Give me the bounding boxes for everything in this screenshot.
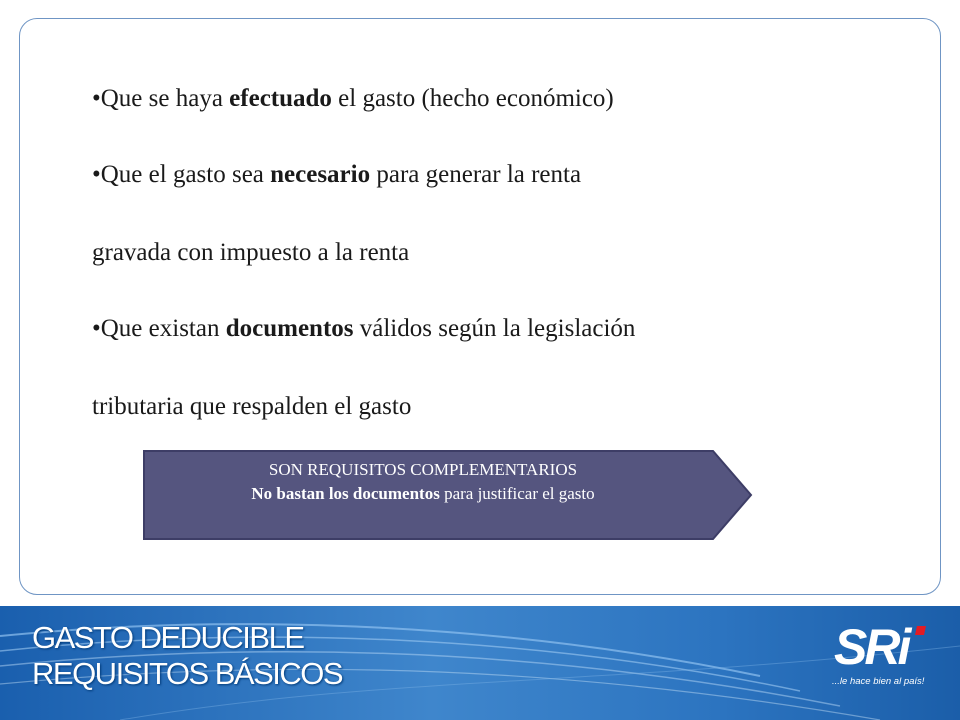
footer-title-line2: REQUISITOS BÁSICOS	[32, 656, 343, 691]
footer-title-line1: GASTO DEDUCIBLE	[32, 620, 304, 655]
callout-heading: SON REQUISITOS COMPLEMENTARIOS	[268, 460, 578, 479]
bullet-prefix: •Que existan	[92, 315, 226, 342]
requirement-incurred	[92, 84, 614, 114]
bullet-keyword: documentos	[225, 315, 354, 342]
callout-text	[143, 458, 703, 506]
bullet-suffix: válidos según la legislación	[353, 315, 636, 342]
bullet-suffix: el gasto (hecho económico)	[331, 85, 614, 112]
complementary-callout	[143, 450, 753, 540]
requirement-documents	[92, 314, 635, 344]
requirement-documents-continuation: tributaria que respalden el gasto	[92, 393, 412, 420]
bullet-suffix: para generar la renta	[370, 161, 582, 188]
bullet-prefix: •Que se haya	[92, 85, 230, 112]
logo-red-accent	[915, 626, 926, 635]
bullet-keyword: efectuado	[229, 85, 332, 112]
requirement-necessary	[92, 160, 581, 190]
bullet-keyword: necesario	[270, 161, 371, 188]
callout-body-bold: No bastan los documentos	[251, 484, 440, 503]
callout-body-rest: para justificar el gasto	[439, 484, 595, 503]
requirement-necessary-continuation: gravada con impuesto a la renta	[92, 239, 410, 266]
sri-logo	[828, 618, 940, 692]
footer-title	[32, 620, 342, 692]
bullet-prefix: •Que el gasto sea	[92, 161, 271, 188]
logo-mark: SRi	[834, 619, 909, 675]
logo-tagline: ...le hace bien al país!	[832, 676, 925, 687]
callout-body	[143, 482, 703, 506]
